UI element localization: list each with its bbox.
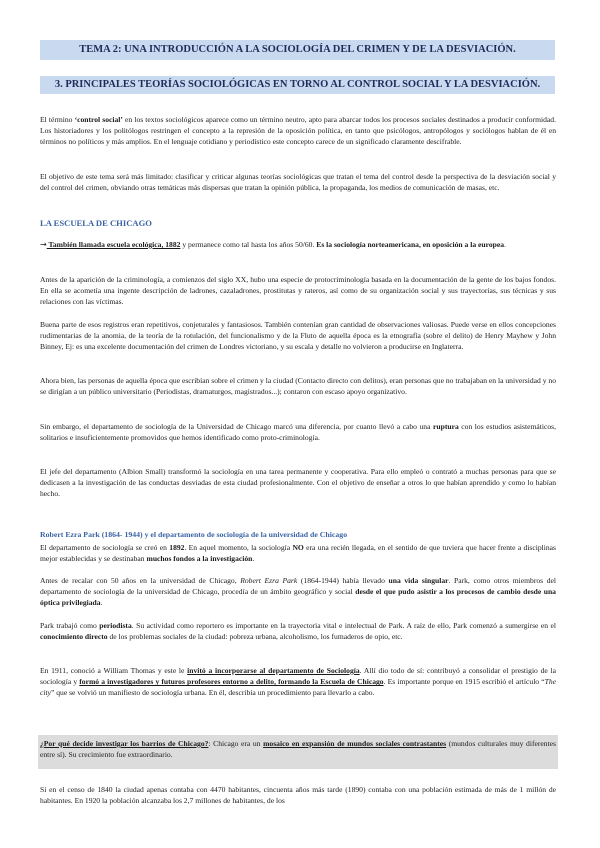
paragraph-park-1911: En 1911, conoció a William Thomas y este le invitó a incorporarse al departamento de Sociología. Allí dio todo de sí: contribuyó a consolidar el prestigio de la sociología y formó a investigadores y futuros profesores entorno a delito, formando la Escuela de Chicago. Es importante porque en 1915 escribió el artículo “The city” que se volvió un manifiesto de sociología urbana. En él, describía un procedimiento para llevarlo a cabo. xyxy=(40,666,556,698)
paragraph-protocriminologia: Antes de la aparición de la criminología, a comienzos del siglo XX, hubo una especie de protocriminología basada en la documentación de la gente de los bajos fondos. En ella se acometía una ingente descripción de ladrones, cazaladrones, prostitutas y rateros, así como de su organización social y sus trayectorias, sus técnicas y sus relaciones con las víctimas. xyxy=(40,275,556,307)
paragraph-park-periodista: Park trabajó como periodista. Su actividad como reportero es importante en la trayectoria vital e intelectual de Park. A raíz de ello, Park comenzó a sumergirse en el conocimiento directo de los problemas sociales de la ciudad: pobreza urbana, alcoholismo, los fumaderos de opio, etc. xyxy=(40,621,556,642)
chapter-title-banner: TEMA 2: UNA INTRODUCCIÓN A LA SOCIOLOGÍA DEL CRIMEN Y DE LA DESVIACIÓN. xyxy=(40,40,555,60)
paragraph-objetivo: El objetivo de este tema será más limitado: clasificar y criticar algunas teorías sociológicas que tratan el tema del control desde la perspectiva de la desviación social y del control del crimen, obviando otras temáticas más dispersas que tratan la opinión pública, la propaganda, los medios de comunicación de masas, etc. xyxy=(40,172,556,193)
paragraph-barrios-chicago: ¿Por qué decide investigar los barrios de Chicago?: Chicago era un mosaico en expansión de mundos sociales contrastantes (mundos culturales muy diferentes entre sí). Su crecimiento fue extraordinario. xyxy=(40,739,556,760)
paragraph-park-vida: Antes de recalar con 50 años en la universidad de Chicago, Robert Ezra Park (1864-1944) había llevado una vida singular. Park, como otros miembros del departamento de sociología de la universidad de Chicago, procedía de un ámbito geográfico y social desde el que pudo asistir a los procesos de cambio desde una óptica privilegiada. xyxy=(40,576,557,608)
section-title-banner: 3. PRINCIPALES TEORÍAS SOCIOLÓGICAS EN TORNO AL CONTROL SOCIAL Y LA DESVIACIÓN. xyxy=(40,76,555,94)
paragraph-albion-small: El jefe del departamento (Albion Small) transformó la sociología en una tarea permanente y cooperativa. Para ello empleó o contrató a muchas personas para que se dedicasen a la investigación de las conductas desviadas de esta ciudad profesionalmente. Con el objetivo de enseñar a otros lo que habían aprendido y como lo habían hecho. xyxy=(40,467,556,499)
paragraph-personas-epoca: Ahora bien, las personas de aquella época que escribían sobre el crimen y la ciudad (Contacto directo con delitos), eran personas que no trabajaban en la universidad y no se dirigían a un público universitario (Periodistas, dramaturgos, magistrados...); contaron con escaso apoyo organizativo. xyxy=(40,376,556,397)
paragraph-ruptura: Sin embargo, el departamento de sociología de la Universidad de Chicago marcó una diferencia, por cuanto llevó a cabo una ruptura con los estudios asistemáticos, solitarios e insuficientemente promovidos que hemos identificado como proto-criminología. xyxy=(40,422,556,443)
arrow-icon: → xyxy=(40,240,47,249)
chicago-school-heading: LA ESCUELA DE CHICAGO xyxy=(40,218,152,228)
paragraph-registros: Buena parte de esos registros eran repetitivos, conjeturales y fantasiosos. También contenían gran cantidad de observaciones valiosas. Puede verse en ellos concepciones rudimentarias de la anomia, de la teoría de la rotulación, del funcionalismo y de la Fluto de aquella época es la etnografía (sobre el delito) de Henry Mayhew y John Binney, Ej: es una excelente documentación del crimen de Londres victoriano, y su escala y detalle no volvieron a producirse en Inglaterra. xyxy=(40,320,556,352)
paragraph-censo: Si en el censo de 1840 la ciudad apenas contaba con 4470 habitantes, cincuenta años más tarde (1890) contaba con una población estimada de más de 1 millón de habitantes. En 1920 la población alcanzaba los 2,7 millones de habitantes, de los xyxy=(40,785,556,806)
paragraph-departamento-1892: El departamento de sociología se creó en 1892. En aquel momento, la sociología NO era una recién llegada, en el sentido de que tuviera que hacer frente a disciplinas mejor establecidas y se destinaban muchos fondos a la investigación. xyxy=(40,543,556,564)
park-heading: Robert Ezra Park (1864- 1944) y el departamento de sociología de la universidad de Chicago xyxy=(40,530,348,539)
paragraph-control-social: El término ‘control social’ en los textos sociológicos aparece como un término neutro, apto para abarcar todos los procesos sociales destinados a producir conformidad. Los historiadores y los politólogos restringen el concepto a la represión de la oposición política, en tanto que psicólogos, antropólogos y sociólogos hablan de él en términos no políticos y más amplios. En el lenguaje cotidiano y periodístico este concepto carece de un significado claramente descifrable. xyxy=(40,115,557,147)
paragraph-escuela-ecologica: → También llamada escuela ecológica, 1882 y permanece como tal hasta los años 50/60. Es la sociología norteamericana, en oposición a la europea. xyxy=(40,240,506,249)
